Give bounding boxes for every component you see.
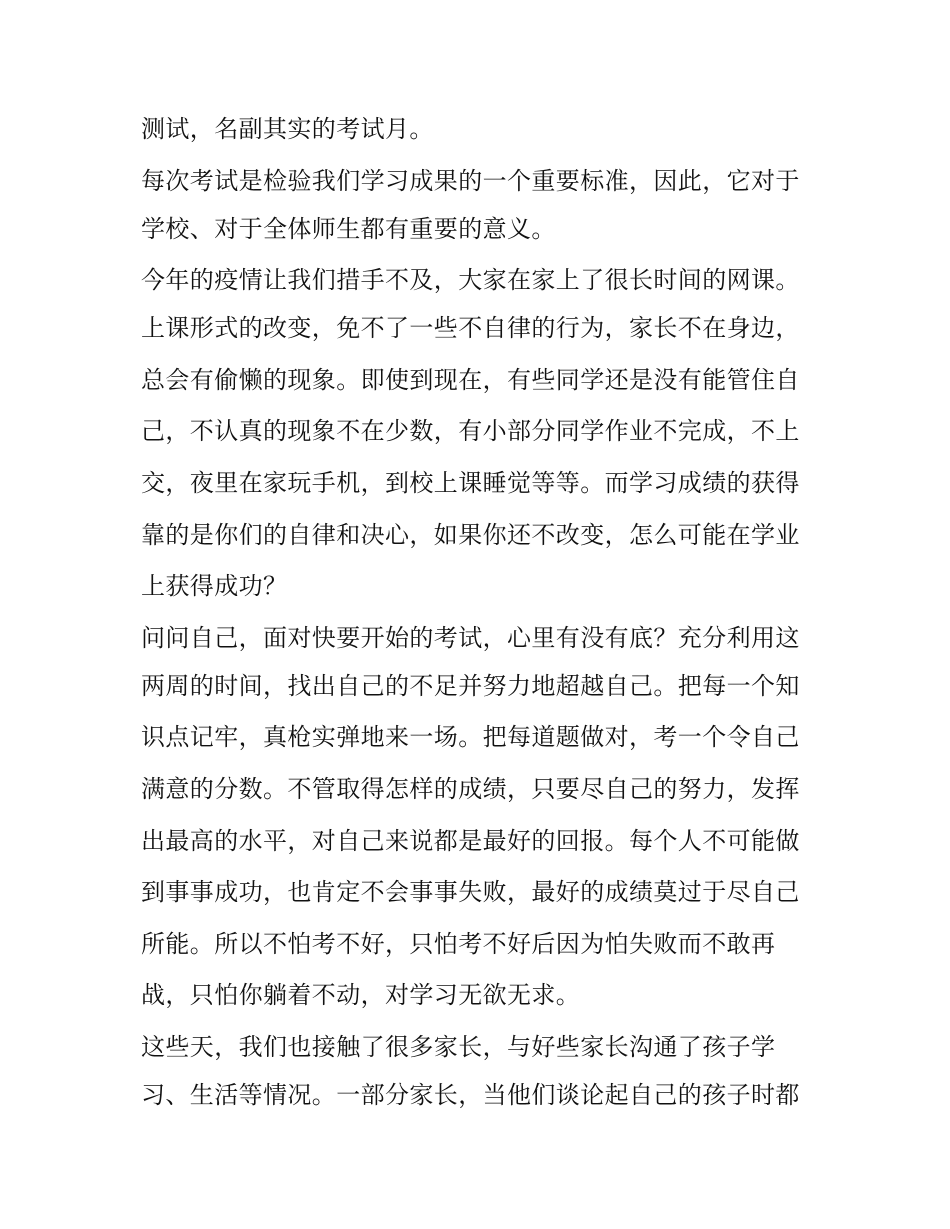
text-line: 识点记牢，真枪实弹地来一场。把每道题做对，考一个令自己 xyxy=(141,723,800,752)
text-line: 习、生活等情况。一部分家长，当他们谈论起自己的孩子时都 xyxy=(141,1080,800,1109)
text-line: 总会有偷懒的现象。即使到现在，有些同学还是没有能管住自 xyxy=(141,365,800,394)
text-line: 满意的分数。不管取得怎样的成绩，只要尽自己的努力，发挥 xyxy=(141,774,800,803)
text-line: 问问自己，面对快要开始的考试，心里有没有底？充分利用这 xyxy=(141,623,800,652)
text-line: 这些天，我们也接触了很多家长，与好些家长沟通了孩子学 xyxy=(141,1032,776,1061)
text-line: 交，夜里在家玩手机，到校上课睡觉等等。而学习成绩的获得 xyxy=(141,468,800,497)
text-line: 上获得成功？ xyxy=(141,572,288,601)
text-line: 每次考试是检验我们学习成果的一个重要标准，因此，它对于 xyxy=(141,166,800,195)
text-line: 今年的疫情让我们措手不及，大家在家上了很长时间的网课。 xyxy=(141,266,800,295)
text-line: 到事事成功，也肯定不会事事失败，最好的成绩莫过于尽自己 xyxy=(141,878,800,907)
text-line: 己，不认真的现象不在少数，有小部分同学作业不完成，不上 xyxy=(141,417,800,446)
text-line: 测试，名副其实的考试月。 xyxy=(141,115,434,143)
text-line: 所能。所以不怕考不好，只怕考不好后因为怕失败而不敢再 xyxy=(141,929,776,958)
text-line: 上课形式的改变，免不了一些不自律的行为，家长不在身边， xyxy=(141,314,800,343)
text-line: 两周的时间，找出自己的不足并努力地超越自己。把每一个知 xyxy=(141,671,800,700)
text-line: 战，只怕你躺着不动，对学习无欲无求。 xyxy=(141,981,581,1010)
text-line: 出最高的水平，对自己来说都是最好的回报。每个人不可能做 xyxy=(141,826,800,855)
text-line: 靠的是你们的自律和决心，如果你还不改变，怎么可能在学业 xyxy=(141,520,800,549)
text-line: 学校、对于全体师生都有重要的意义。 xyxy=(141,214,556,243)
body-text xyxy=(141,107,821,1125)
